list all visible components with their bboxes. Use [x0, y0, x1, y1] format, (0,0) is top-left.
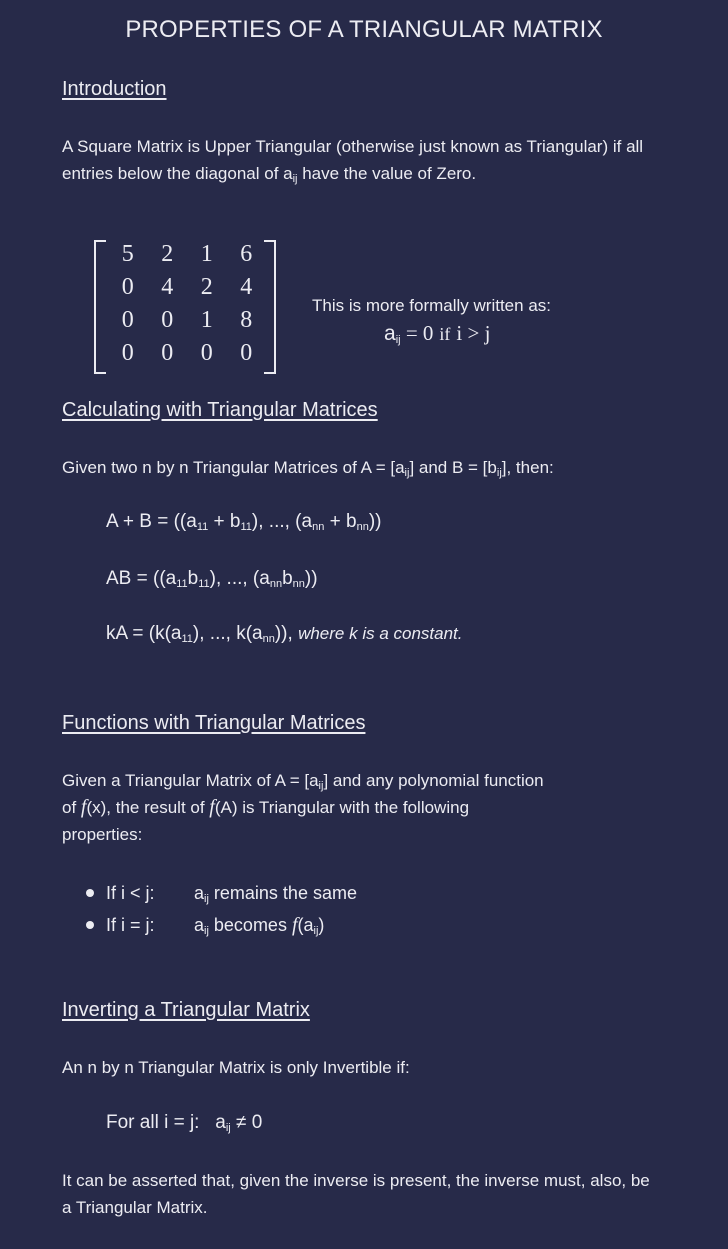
- formula-eq: = 0: [400, 321, 434, 345]
- constant-note: where k is a constant.: [298, 624, 463, 643]
- formula-a: a: [384, 322, 396, 345]
- intro-sub: ij: [292, 173, 298, 185]
- function-f: f: [291, 914, 298, 936]
- condition-part: For all i = j: a: [106, 1112, 226, 1133]
- matrix-cell: 4: [161, 274, 174, 300]
- scalar-sub: 11: [181, 633, 193, 645]
- formal-definition-text: This is more formally written as:: [312, 296, 551, 315]
- matrix-cell: 1: [200, 307, 213, 333]
- bullet-text: (a: [297, 915, 314, 935]
- intro-text-2: have the value of Zero.: [297, 164, 477, 183]
- functions-part: of: [62, 798, 81, 817]
- bullet-sub: ij: [204, 893, 209, 905]
- matrix-cell: 2: [161, 241, 174, 267]
- inverting-text: An n by n Triangular Matrix is only Invertible if:: [62, 1058, 410, 1077]
- list-item: [82, 912, 357, 944]
- bullet-text: remains the same: [208, 883, 357, 903]
- sum-part: + b: [208, 511, 241, 532]
- bullet-a: a: [194, 883, 205, 903]
- given-text-3: ], then:: [501, 458, 554, 477]
- bullet-condition: If i = j:: [106, 915, 155, 935]
- product-sub: nn: [269, 578, 283, 590]
- matrix-cell: 0: [121, 274, 134, 300]
- matrix-cell: 0: [240, 340, 253, 366]
- product-part: AB = ((a: [106, 568, 177, 589]
- given-text-2: ] and B = [b: [409, 458, 497, 477]
- matrix-cell: 0: [121, 340, 134, 366]
- product-sub: 11: [176, 578, 188, 590]
- given-text-1: Given two n by n Triangular Matrices of A = [a: [62, 458, 405, 477]
- product-part: ), ..., (a: [209, 568, 270, 589]
- formula-sub: ij: [395, 334, 401, 346]
- matrix-cell: 8: [240, 307, 253, 333]
- matrix-cell: 0: [161, 340, 174, 366]
- condition-sub: ij: [225, 1122, 231, 1134]
- invertible-condition: [106, 1112, 262, 1134]
- matrix-cell: 6: [240, 241, 253, 267]
- function-f: f: [209, 796, 215, 818]
- sum-part: ), ..., (a: [251, 511, 313, 532]
- functions-line-2: [62, 794, 682, 821]
- matrix-cell: 0: [200, 340, 213, 366]
- product-sub: nn: [292, 578, 305, 590]
- functions-sub: ij: [318, 780, 324, 792]
- matrix-grid: [108, 238, 266, 370]
- matrix-cell: 0: [121, 307, 134, 333]
- sum-part: )): [368, 511, 382, 532]
- bullet-text: becomes: [208, 915, 292, 935]
- sum-sub: 11: [196, 521, 209, 533]
- product-part: b: [282, 568, 293, 589]
- functions-part: (x), the result of: [86, 798, 210, 817]
- introduction-text: [62, 133, 662, 187]
- functions-line-3: properties:: [62, 825, 143, 844]
- given-sub-b: ij: [496, 467, 502, 479]
- formal-formula: [384, 321, 490, 346]
- properties-list: [82, 880, 357, 944]
- functions-line-1: [62, 767, 682, 794]
- sum-sub: 11: [240, 521, 252, 533]
- scalar-part: )),: [274, 623, 293, 644]
- bullet-sub: ij: [313, 925, 319, 937]
- function-f: f: [80, 796, 87, 818]
- example-matrix: [94, 238, 276, 372]
- functions-part: (A) is Triangular with the following: [214, 798, 470, 817]
- condition-part: ≠ 0: [230, 1112, 263, 1133]
- sum-sub: nn: [356, 521, 369, 533]
- inverting-heading: Inverting a Triangular Matrix: [62, 999, 310, 1021]
- matrix-cell: 2: [200, 274, 213, 300]
- functions-text: [62, 767, 682, 848]
- scalar-equation: [106, 623, 463, 645]
- functions-part: ] and any polynomial function: [323, 771, 544, 790]
- sum-sub: nn: [312, 521, 325, 533]
- product-part: b: [187, 568, 199, 589]
- given-sub-a: ij: [404, 467, 410, 479]
- bullet-condition: If i < j:: [106, 883, 155, 903]
- matrix-left-bracket: [94, 240, 106, 374]
- matrix-cell: 4: [240, 274, 253, 300]
- matrix-right-bracket: [264, 240, 276, 374]
- bullet-sub: ij: [204, 925, 209, 937]
- bullet-text: ): [318, 915, 325, 935]
- product-part: )): [304, 568, 318, 589]
- matrix-cell: 5: [121, 241, 134, 267]
- product-equation: [106, 568, 318, 590]
- scalar-sub: nn: [262, 633, 275, 645]
- product-sub: 11: [198, 578, 210, 590]
- intro-text-1: A Square Matrix is Upper Triangular (otherwise just known as Triangular) if all entries below the diagonal of a: [62, 137, 644, 183]
- formula-if: if: [439, 324, 451, 344]
- sum-part: A + B = ((a: [106, 511, 197, 532]
- functions-part: Given a Triangular Matrix of A = [a: [62, 771, 319, 790]
- scalar-part: kA = (k(a: [106, 623, 182, 644]
- introduction-heading: Introduction: [62, 78, 167, 100]
- calculating-given: [62, 454, 702, 481]
- functions-heading: Functions with Triangular Matrices: [62, 712, 366, 734]
- inverting-conclusion: It can be asserted that, given the inverse is present, the inverse must, also, be a Triangular Matrix.: [62, 1171, 650, 1217]
- sum-part: + b: [324, 511, 357, 532]
- list-item: [82, 880, 357, 912]
- matrix-cell: 0: [161, 307, 174, 333]
- sum-equation: [106, 511, 381, 533]
- calculating-heading: Calculating with Triangular Matrices: [62, 399, 378, 421]
- scalar-part: ), ..., k(a: [192, 623, 263, 644]
- formula-cond: i > j: [456, 321, 491, 345]
- matrix-cell: 1: [200, 241, 213, 267]
- bullet-a: a: [194, 915, 205, 935]
- page-title: PROPERTIES OF A TRIANGULAR MATRIX: [125, 16, 603, 43]
